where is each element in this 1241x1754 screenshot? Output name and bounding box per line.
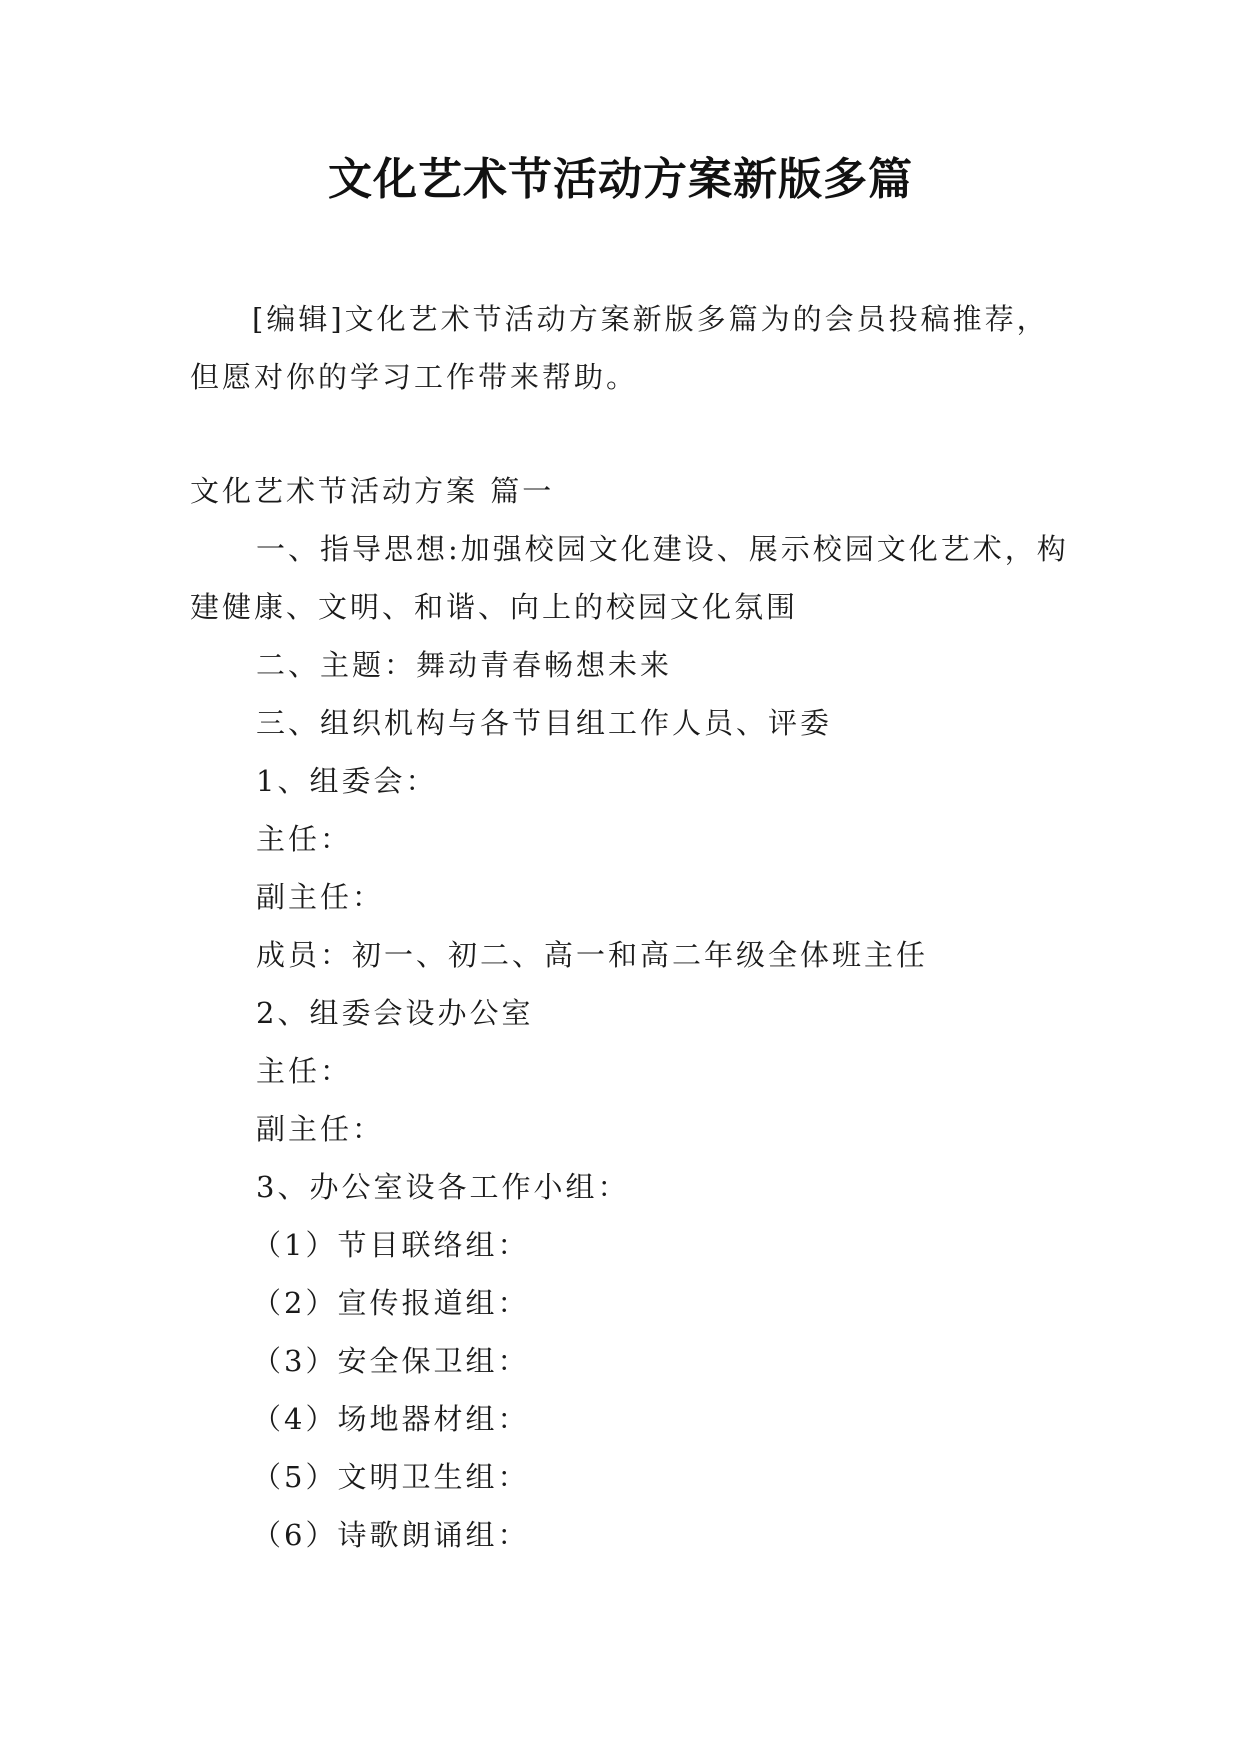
- list-item-group-5: （5）文明卫生组：: [252, 1460, 530, 1494]
- paragraph-office: 2、组委会设办公室: [256, 996, 534, 1030]
- list-item-group-3: （3）安全保卫组：: [252, 1344, 530, 1378]
- paragraph-office-deputy: 副主任：: [256, 1112, 385, 1146]
- paragraph-members: 成员：初一、初二、高一和高二年级全体班主任: [256, 938, 929, 972]
- list-item-group-1: （1）节目联络组：: [252, 1228, 530, 1262]
- document-title: 文化艺术节活动方案新版多篇: [328, 154, 913, 205]
- intro-paragraph: [190, 290, 1070, 406]
- paragraph-deputy-director: 副主任：: [256, 880, 385, 914]
- intro-text: [编辑]文化艺术节活动方案新版多篇为的会员投稿推荐，但愿对你的学习工作带来帮助。: [190, 302, 1049, 394]
- paragraph-work-groups: 3、办公室设各工作小组：: [256, 1170, 630, 1204]
- section-heading: 文化艺术节活动方案 篇一: [190, 474, 555, 508]
- paragraph-committee: 1、组委会：: [256, 764, 438, 798]
- paragraph-office-director: 主任：: [256, 1054, 353, 1088]
- section-body: [190, 462, 1070, 1564]
- paragraph-theme: 二、主题：舞动青春畅想未来: [256, 648, 673, 682]
- paragraph-guiding-idea: 一、指导思想:加强校园文化建设、展示校园文化艺术，构建健康、文明、和谐、向上的校园文化氛围: [190, 532, 1069, 624]
- paragraph-director: 主任：: [256, 822, 353, 856]
- paragraph-organization: 三、组织机构与各节目组工作人员、评委: [256, 706, 833, 740]
- list-item-group-4: （4）场地器材组：: [252, 1402, 530, 1436]
- list-item-group-2: （2）宣传报道组：: [252, 1286, 530, 1320]
- list-item-group-6: （6）诗歌朗诵组：: [252, 1518, 530, 1552]
